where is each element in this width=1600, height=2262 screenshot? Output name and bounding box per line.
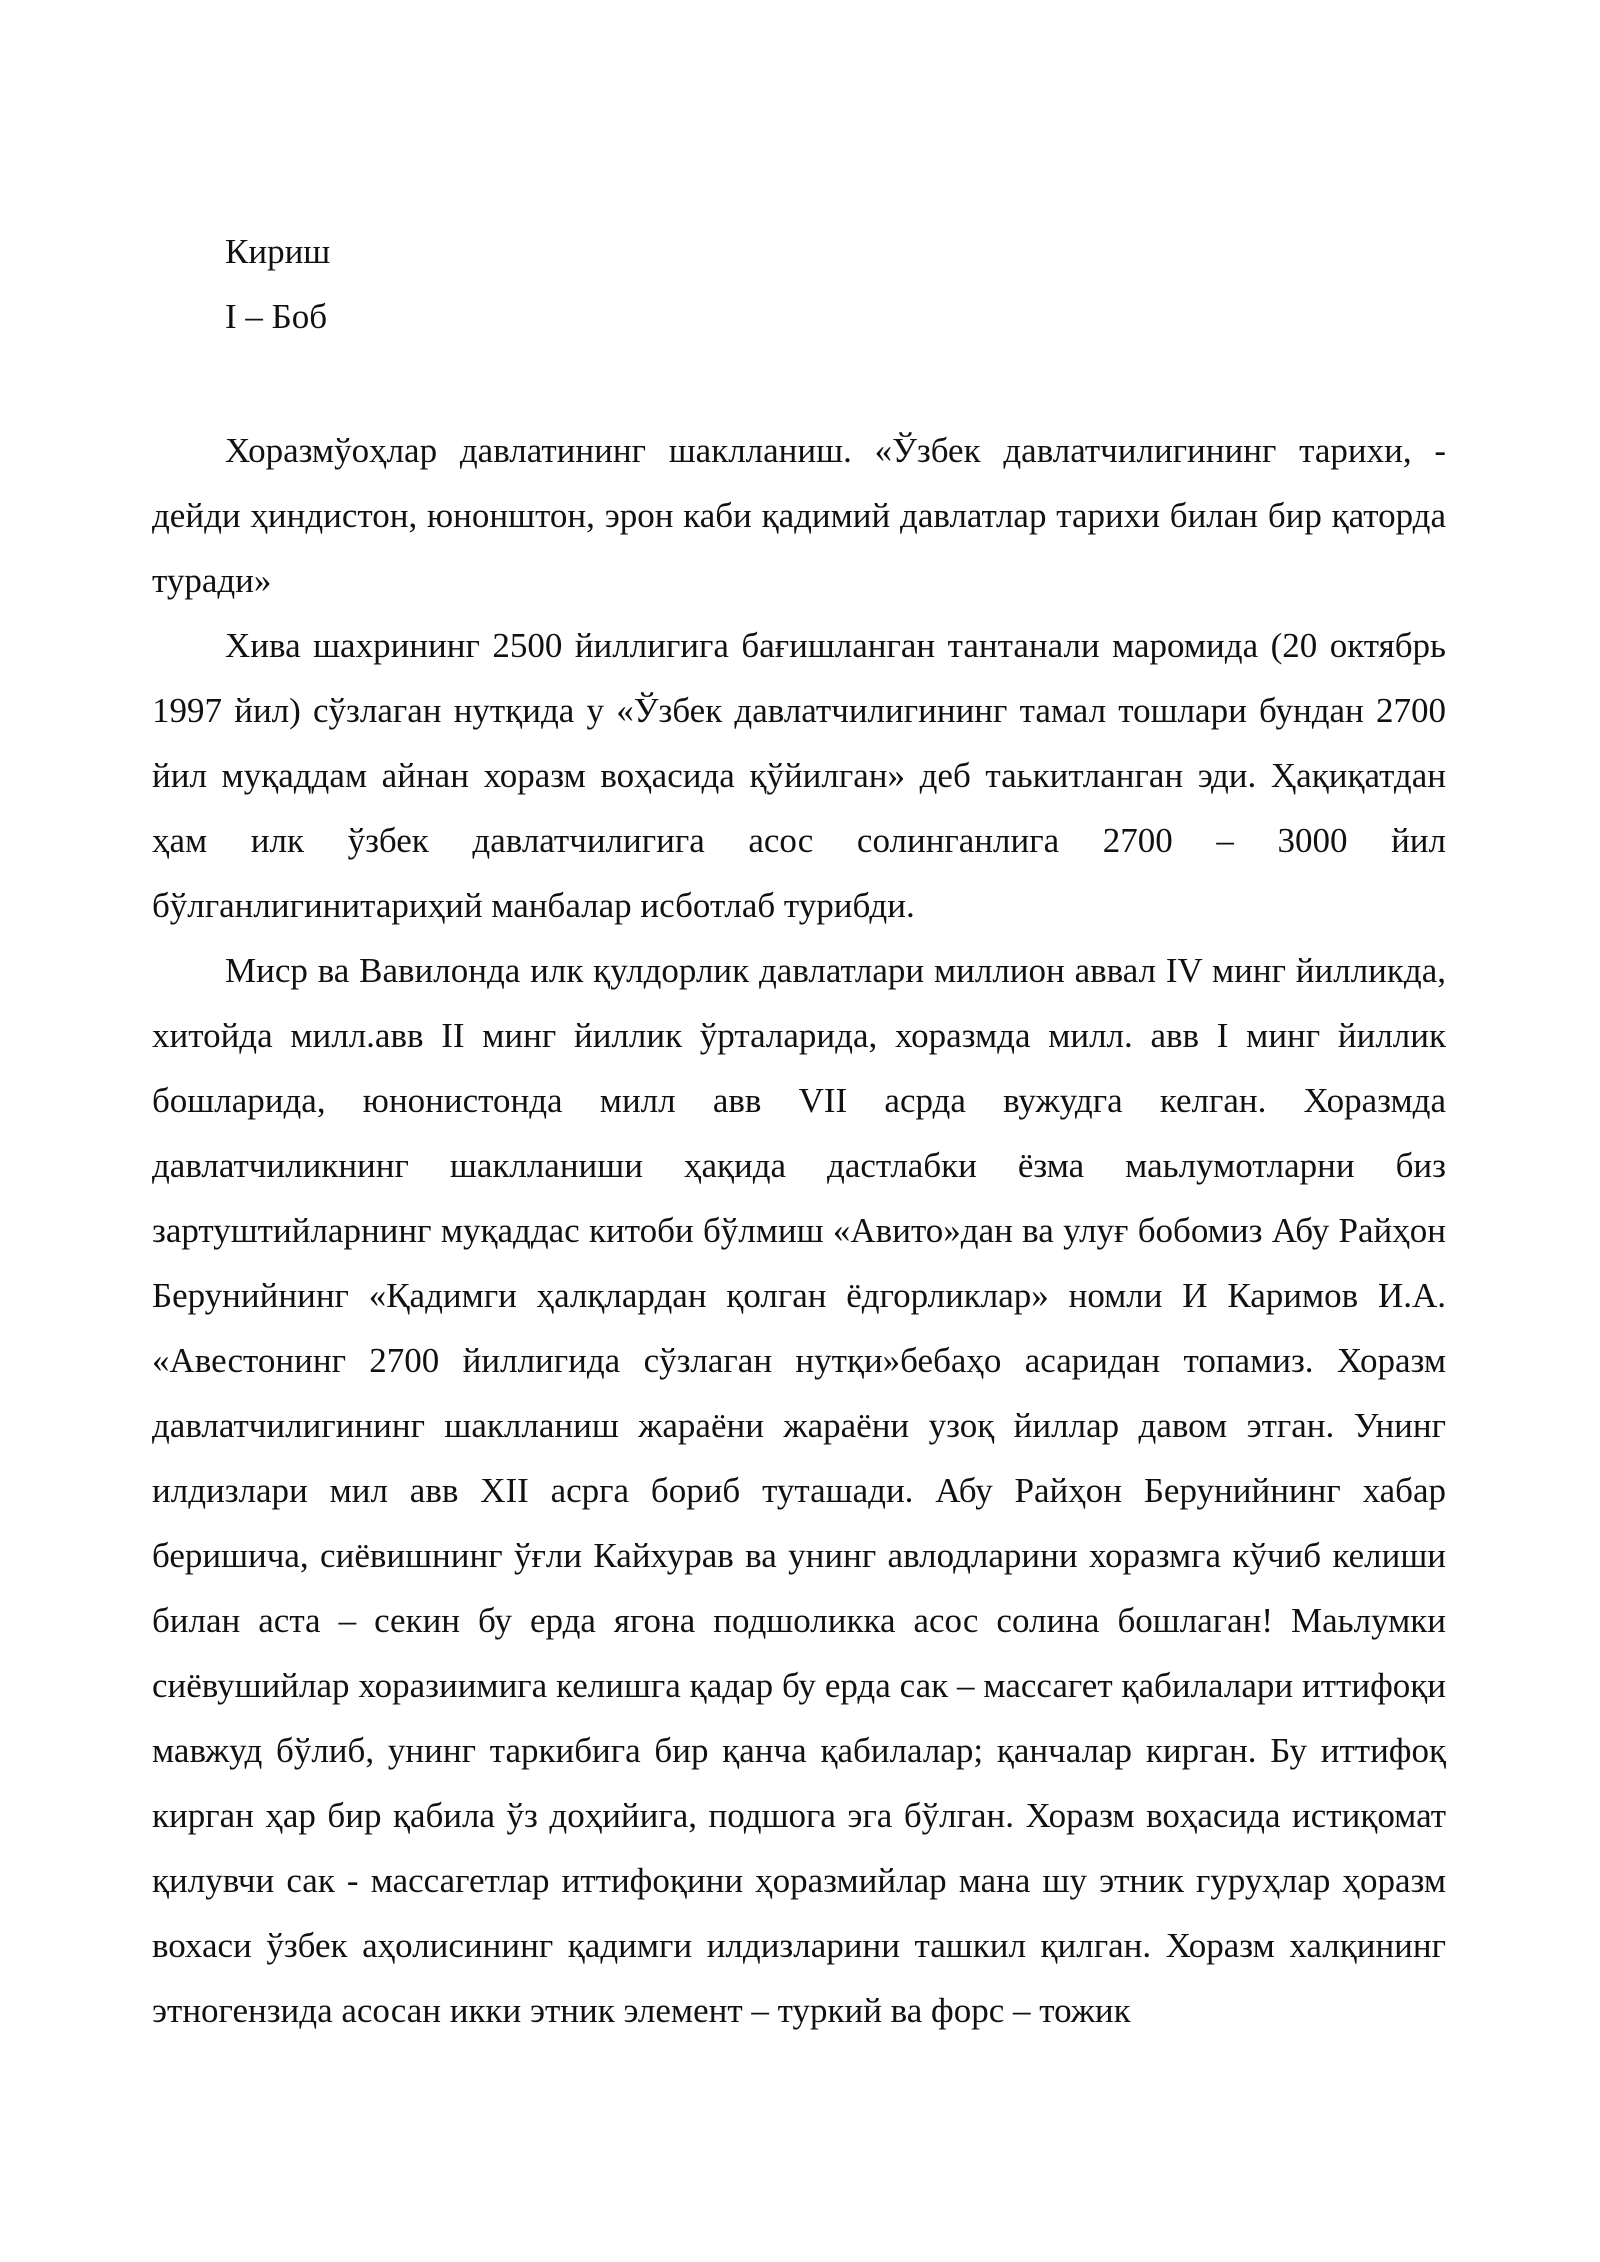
paragraph: Хоразмўоҳлар давлатининг шаклланиш. «Ўзбек давлатчилигининг тарихи, - дейди ҳиндистон, юнонштон, эрон каби қадимий давлатлар тарихи билан бир қаторда туради» <box>152 431 1446 600</box>
intro-heading: Кириш <box>225 232 331 271</box>
chapter-heading: I – Боб <box>225 297 328 336</box>
document-body <box>152 418 1446 2043</box>
paragraph: Хива шахрининг 2500 йиллигига бағишланган тантанали маромида (20 октябрь 1997 йил) сўзлаган нутқида у «Ўзбек давлатчилигининг тамал тошлари бундан 2700 йил муқаддам айнан хоразм воҳасида қўйилган» деб таькитланган эди. Ҳақиқатдан ҳам илк ўзбек давлатчилигига асос солинганлига 2700 – 3000 йил бўлганлигинитариҳий манбалар исботлаб турибди. <box>152 626 1446 925</box>
paragraph: Миср ва Вавилонда илк қулдорлик давлатлари миллион аввал IV минг йилликда, хитойда милл.авв II минг йиллик ўрталарида, хоразмда милл. авв I минг йиллик бошларида, юнонистонда милл авв VII асрда вужудга келган. Хоразмда давлатчиликнинг шаклланиши ҳақида дастлабки ёзма маьлумотларни биз зартуштийларнинг муқаддас китоби бўлмиш «Авито»дан ва улуғ бобомиз Абу Райҳон Берунийнинг «Қадимги ҳалқлардан қолган ёдгорликлар» номли И Каримов И.А. «Авестонинг 2700 йиллигида сўзлаган нутқи»бебаҳо асаридан топамиз. Хоразм давлатчилигининг шаклланиш жараёни жараёни узоқ йиллар давом этган. Унинг илдизлари мил авв XII асрга бориб туташади. Абу Райҳон Берунийнинг хабар беришича, сиёвишнинг ўғли Кайхурав ва унинг авлодларини хоразмга кўчиб келиши билан аста – секин бу ерда ягона подшоликка асос солина бошлаган! Маьлумки сиёвушийлар хоразиимига келишга қадар бу ерда сак – массагет қабилалари иттифоқи мавжуд бўлиб, унинг таркибига бир қанча қабилалар; қанчалар кирган. Бу иттифоқ кирган ҳар бир қабила ўз доҳийига, подшога эга бўлган. Хоразм воҳасида истиқомат қилувчи сак - массагетлар иттифоқини ҳоразмийлар мана шу этник гуруҳлар ҳоразм вохаси ўзбек аҳолисининг қадимги илдизларини ташкил қилган. Хоразм халқининг этногензида асосан икки этник элемент – туркий ва форс – тожик <box>152 951 1446 2030</box>
